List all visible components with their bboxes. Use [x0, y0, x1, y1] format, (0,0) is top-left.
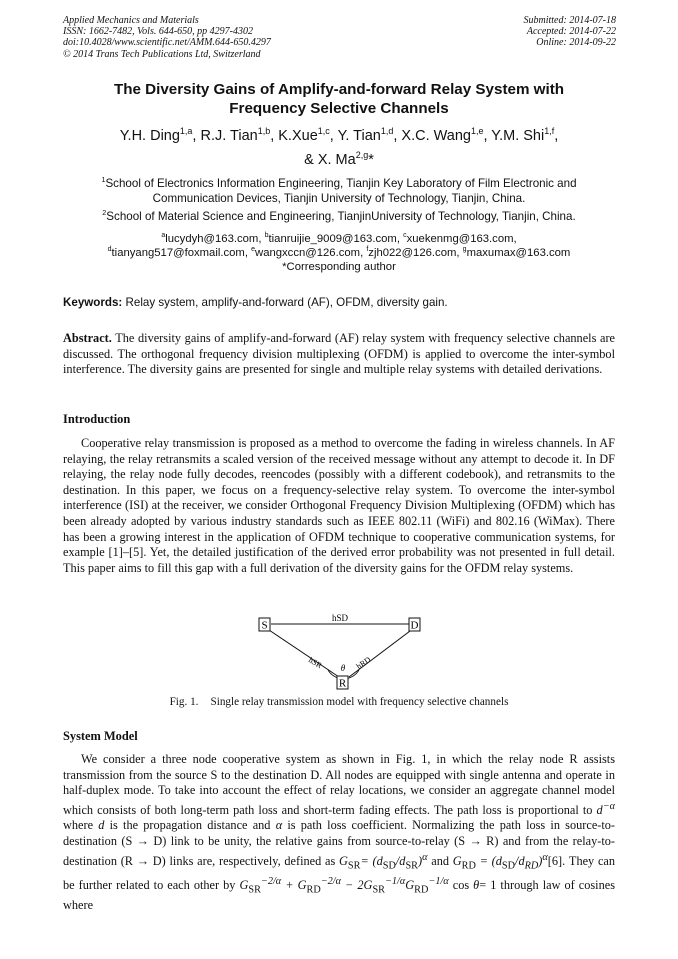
author-name: X.C. Wang: [401, 128, 471, 144]
email-mark: d: [107, 246, 112, 254]
system-model-text: and: [431, 853, 449, 868]
email-mark: c: [403, 232, 407, 240]
author-affiliation-mark: 1,d: [380, 126, 394, 137]
node-r-label: R: [338, 677, 347, 690]
author-name: Y. Tian: [337, 128, 381, 144]
email-mark: a: [161, 232, 166, 240]
email-mark: b: [264, 232, 269, 240]
email-mark: f: [366, 246, 369, 254]
relay-model-figure: [252, 613, 428, 695]
gsr-definition: $G_{SR}= (d_{SD}/d_{SR})^\alpha$: [339, 851, 428, 872]
author-name: K.Xue: [278, 128, 318, 144]
email-address: lucydyh@163.com: [165, 233, 259, 245]
paper-title: [62, 80, 616, 118]
author-line-1: Y.H. Ding$^{1,a}$, R.J. Tian$^{1,b}$, K.Xue$^{1,c}$, Y. Tian$^{1,d}$, X.C. Wang$^{1,e}$, Y.M. Shi$^{1,f}$,: [119, 126, 559, 144]
submission-dates: [524, 15, 617, 49]
figure-number: Fig. 1.: [169, 696, 199, 708]
law-of-cosines-formula: $G_{SR}^{-2/\alpha} + G_{RD}^{-2/\alpha} - 2G_{SR}^{-1/\alpha}G_{RD}^{-1/\alpha}$ cos θ: [239, 875, 480, 896]
author-affiliation-mark: 1,c: [317, 126, 330, 137]
author-list: [62, 124, 616, 172]
affiliation-number: 1: [101, 175, 106, 185]
author-affiliation-mark: 1,a: [179, 126, 193, 137]
title-line-1: The Diversity Gains of Amplify-and-forward Relay System with: [113, 81, 565, 98]
submitted-date: Submitted: 2014-07-18: [523, 15, 616, 26]
author-name: Y.H. Ding: [119, 128, 180, 144]
system-model-text: where: [63, 818, 94, 833]
abstract-text: The diversity gains of amplify-and-forward (AF) relay system with frequency selective channels are discussed. The orthogonal frequency division multiplexing (OFDM) is applied to overcome the inter-symbol interference. The diversity gains are presented for single and multiple relay systems with detailed derivations.: [63, 331, 615, 377]
email-address: xuekenmg@163.com: [406, 233, 514, 245]
system-model-text: is path loss coefficient. Normalizing the path loss in source-to-destination (S → D) link to be unity, the relative gains from source-to-relay (S → R) and from the relay-to-destination (R → D) links are, respectively, defined as: [63, 818, 616, 868]
author-name: X. Ma: [317, 152, 356, 168]
keywords: [63, 296, 448, 309]
abstract: [63, 331, 615, 378]
system-model-text: We consider a three node cooperative system as shown in Fig. 1, in which the relay node R assists transmission from the source S to the destination D. All nodes are equipped with single antenna and operate in half-duplex mode. To take into account the effect of relay locations, we consider an aggregate channel model which consists of both long-term path loss and short-term fading effects. The path loss is proportional to: [63, 752, 615, 817]
author-affiliation-mark: 2,g: [355, 150, 369, 161]
affiliation-1: [62, 176, 616, 206]
author-name: R.J. Tian: [200, 128, 258, 144]
email-line-2: $^d$tianyang517@foxmail.com, $^e$wangxccn@126.com, $^f$zjh022@126.com, $^g$maxumax@163.com: [107, 246, 571, 259]
author-emails: [62, 232, 616, 274]
section-heading-introduction: Introduction: [63, 412, 131, 426]
affiliation-text: School of Electronics Information Engineering, Tianjin Key Laboratory of Film Electronic and Communication Devices, Tianjin University of Technology, Tianjin, China.: [105, 177, 577, 205]
email-address: zjh022@126.com: [368, 247, 457, 259]
distance-symbol: d: [98, 818, 105, 833]
email-address: wangxccn@126.com: [255, 247, 361, 259]
keywords-text: Relay system, amplify-and-forward (AF), OFDM, diversity gain.: [125, 296, 448, 309]
alpha-symbol: α: [275, 818, 283, 833]
system-model-text: [6]. They can be further related to each other by: [63, 853, 616, 892]
abstract-label: Abstract.: [63, 331, 112, 345]
email-address: tianruijie_9009@163.com: [268, 233, 397, 245]
sr-label: hSR: [307, 655, 324, 671]
email-address: tianyang517@foxmail.com: [111, 247, 245, 259]
node-d-label: D: [410, 619, 419, 632]
email-mark: e: [251, 246, 256, 254]
figure-caption: [63, 696, 615, 708]
affiliation-number: 2: [102, 208, 107, 218]
email-mark: g: [462, 246, 467, 254]
section-heading-system-model: System Model: [63, 729, 138, 743]
journal-doi: doi:10.4028/www.scientific.net/AMM.644-650.4297: [63, 37, 271, 49]
author-affiliation-mark: 1,b: [257, 126, 271, 137]
figure-caption-text: Single relay transmission model with frequency selective channels: [210, 696, 509, 708]
sr-link: [266, 628, 339, 677]
author-affiliation-mark: 1,f: [544, 126, 555, 137]
journal-copyright: © 2014 Trans Tech Publications Ltd, Switzerland: [63, 48, 261, 60]
system-model-text: = 1 through law of cosines where: [63, 877, 615, 912]
corresponding-author: *Corresponding author: [282, 261, 396, 273]
email-line-1: $^a$lucydyh@163.com, $^b$tianruijie_9009@163.com, $^c$xuekenmg@163.com,: [161, 232, 517, 245]
path-loss-formula: $d^{-\alpha}$: [596, 800, 615, 817]
sd-label: hSD: [331, 613, 349, 623]
system-model-paragraph: [63, 752, 615, 914]
affiliation-text: School of Material Science and Engineering, TianjinUniversity of Technology, Tianjin, China.: [106, 210, 576, 223]
affiliation-2: [62, 209, 616, 224]
theta-label: θ: [340, 663, 346, 673]
author-line-2: & X. Ma$^{2,g}$*: [304, 150, 374, 168]
node-s-label: S: [261, 619, 268, 632]
journal-meta: [63, 15, 271, 60]
author-affiliation-mark: 1,e: [470, 126, 484, 137]
journal-name: Applied Mechanics and Materials: [63, 15, 199, 26]
grd-definition: $G_{RD} = (d_{SD}/d_{RD})^\alpha$: [452, 851, 548, 872]
introduction-paragraph: Cooperative relay transmission is proposed as a method to overcome the fading in wireless channels. In AF relaying, the relay retransmits a scaled version of the received message without any attempt to decode it. In DF relaying, the relay node fully decodes, reencodes (possibly with a different codebook), and retransmits to the destination. In this paper, we focus on a frequency-selective relay system. To overcome the inter-symbol interference (ISI) at the receiver, we consider Orthogonal Frequency Division Multiplexing (OFDM) which has been already adopted by various industry standards such as IEEE 802.11 (WiFi) and 802.16 (WiMax). There has been a growing interest in the application of OFDM technique to cooperative communication systems, for example [1]–[5]. Yet, the detailed justification of the derived error probability was not presented in full detail. This paper aims to fill this gap with a full derivation of the diversity gains for the OFDM relay systems.: [63, 436, 615, 575]
system-model-text: is the propagation distance and: [109, 818, 271, 833]
online-date: Online: 2014-09-22: [536, 37, 616, 49]
journal-issn: ISSN: 1662-7482, Vols. 644-650, pp 4297-4302: [63, 26, 253, 38]
accepted-date: Accepted: 2014-07-22: [526, 26, 616, 38]
title-line-2: Frequency Selective Channels: [229, 100, 449, 117]
rd-label: hRD: [354, 654, 373, 671]
author-name: Y.M. Shi: [491, 128, 545, 144]
email-address: maxumax@163.com: [466, 247, 571, 259]
keywords-label: Keywords:: [63, 296, 123, 309]
